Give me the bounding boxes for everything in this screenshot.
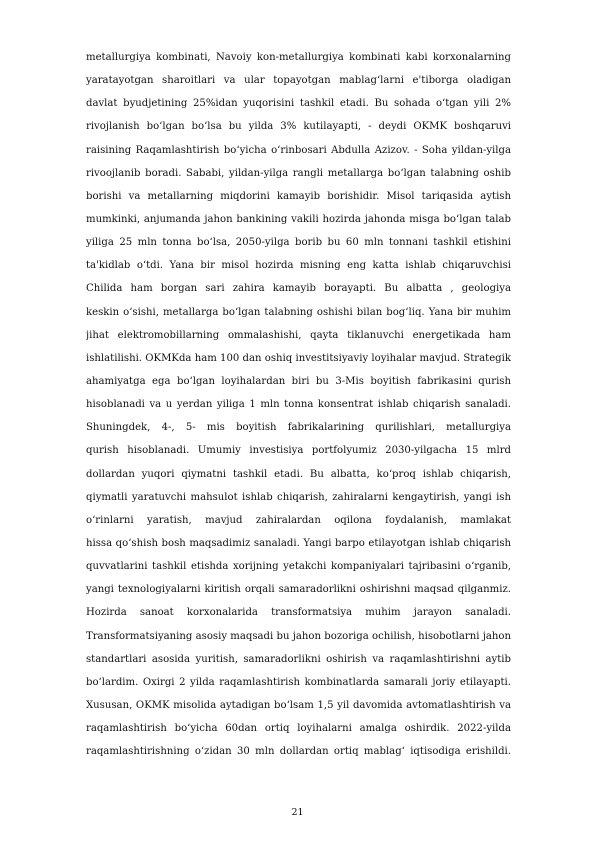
text-line: hisoblanadi va u yerdan yiliga 1 mln tonna konsentrat ishlab chiqarish sanaladi.	[86, 399, 511, 411]
body-text	[86, 46, 511, 763]
text-line: standartlari asosida yuritish, samaradorlikni oshirish va raqamlashtirishni aytib	[86, 653, 511, 665]
text-line: yaratayotgan sharoitlari va ular topayotgan mablag‘larni e'tiborga oladigan	[86, 75, 511, 87]
text-line: Transformatsiyaning asosiy maqsadi bu jahon bozoriga ochilish, hisobotlarni jahon	[86, 630, 511, 642]
text-line: borishi va metallarning miqdorini kamayib borishidir. Misol tariqasida aytish	[86, 190, 511, 202]
text-line: Hozirda sanoat korxonalarida transformatsiya muhim jarayon sanaladi.	[86, 607, 511, 619]
text-line: rivoojlanib boradi. Sababi, yildan-yilga rangli metallarga bo‘lgan talabning oshib	[86, 167, 511, 179]
text-line: bo‘lardim. Oxirgi 2 yilda raqamlashtirish kombinatlarda samarali joriy etilayapti.	[86, 676, 511, 688]
text-line: raisining Raqamlashtirish bo‘yicha o‘rinbosari Abdulla Azizov. - Soha yildan-yilga	[86, 144, 511, 156]
page-number: 21	[291, 807, 304, 818]
text-line: yangi texnologiyalarni kiritish orqali samaradorlikni oshirishni maqsad qilganmiz.	[86, 584, 511, 596]
text-line: ta'kidlab o‘tdi. Yana bir misol hozirda misning eng katta ishlab chiqaruvchisi	[86, 260, 511, 272]
text-line: raqamlashtirishning o‘zidan 30 mln dollardan ortiq mablag‘ iqtisodiga erishildi.	[86, 746, 511, 758]
text-line: jihat elektromobillarning ommalashishi, qayta tiklanuvchi energetikada ham	[86, 329, 511, 341]
text-line: rivojlanish bo‘lgan bo‘lsa bu yilda 3% kutilayapti, - deydi OKMK boshqaruvi	[86, 121, 511, 133]
text-line: metallurgiya kombinati, Navoiy kon-metallurgiya kombinati kabi korxonalarning	[86, 52, 511, 63]
text-line: ishlatilishi. OKMKda ham 100 dan oshiq investitsiyaviy loyihalar mavjud. Strategik	[86, 352, 511, 364]
text-line: keskin o‘sishi, metallarga bo‘lgan talabning oshishi bilan bog‘liq. Yana bir muhim	[86, 306, 511, 318]
text-line: mumkinki, anjumanda jahon bankining vakili hozirda jahonda misga bo‘lgan talab	[86, 213, 511, 225]
text-line: Shuningdek, 4-, 5- mis boyitish fabrikalarining qurilishlari, metallurgiya	[86, 422, 511, 434]
text-line: dollardan yuqori qiymatni tashkil etadi. Bu albatta, ko‘proq ishlab chiqarish,	[86, 468, 511, 480]
text-line: qiymatli yaratuvchi mahsulot ishlab chiqarish, zahiralarni kengaytirish, yangi ish	[86, 491, 511, 503]
text-line: Chilida ham borgan sari zahira kamayib borayapti. Bu albatta , geologiya	[86, 283, 511, 295]
text-line: ahamiyatga ega bo‘lgan loyihalardan biri bu 3-Mis boyitish fabrikasini qurish	[86, 375, 511, 387]
text-line: o‘rinlarni yaratish, mavjud zahiralardan oqilona foydalanish, mamlakat	[86, 514, 511, 526]
text-line: hissa qo‘shish bosh maqsadimiz sanaladi. Yangi barpo etilayotgan ishlab chiqarish	[86, 537, 511, 549]
text-line: quvvatlarini tashkil etishda xorijning yetakchi kompaniyalari tajribasini o‘rganib,	[86, 561, 511, 573]
text-line: qurish hisoblanadi. Umumiy investisiya portfolyumiz 2030-yilgacha 15 mlrd	[86, 445, 511, 457]
text-line: yiliga 25 mln tonna bo‘lsa, 2050-yilga borib bu 60 mln tonnani tashkil etishini	[86, 237, 511, 249]
text-line: davlat byudjetining 25%idan yuqorisini tashkil etadi. Bu sohada o‘tgan yili 2%	[86, 98, 511, 110]
text-line: raqamlashtirish bo‘yicha 60dan ortiq loyihalarni amalga oshirdik. 2022-yilda	[86, 723, 511, 735]
text-line: Xususan, OKMK misolida aytadigan bo‘lsam 1,5 yil davomida avtomatlashtirish va	[86, 699, 511, 711]
